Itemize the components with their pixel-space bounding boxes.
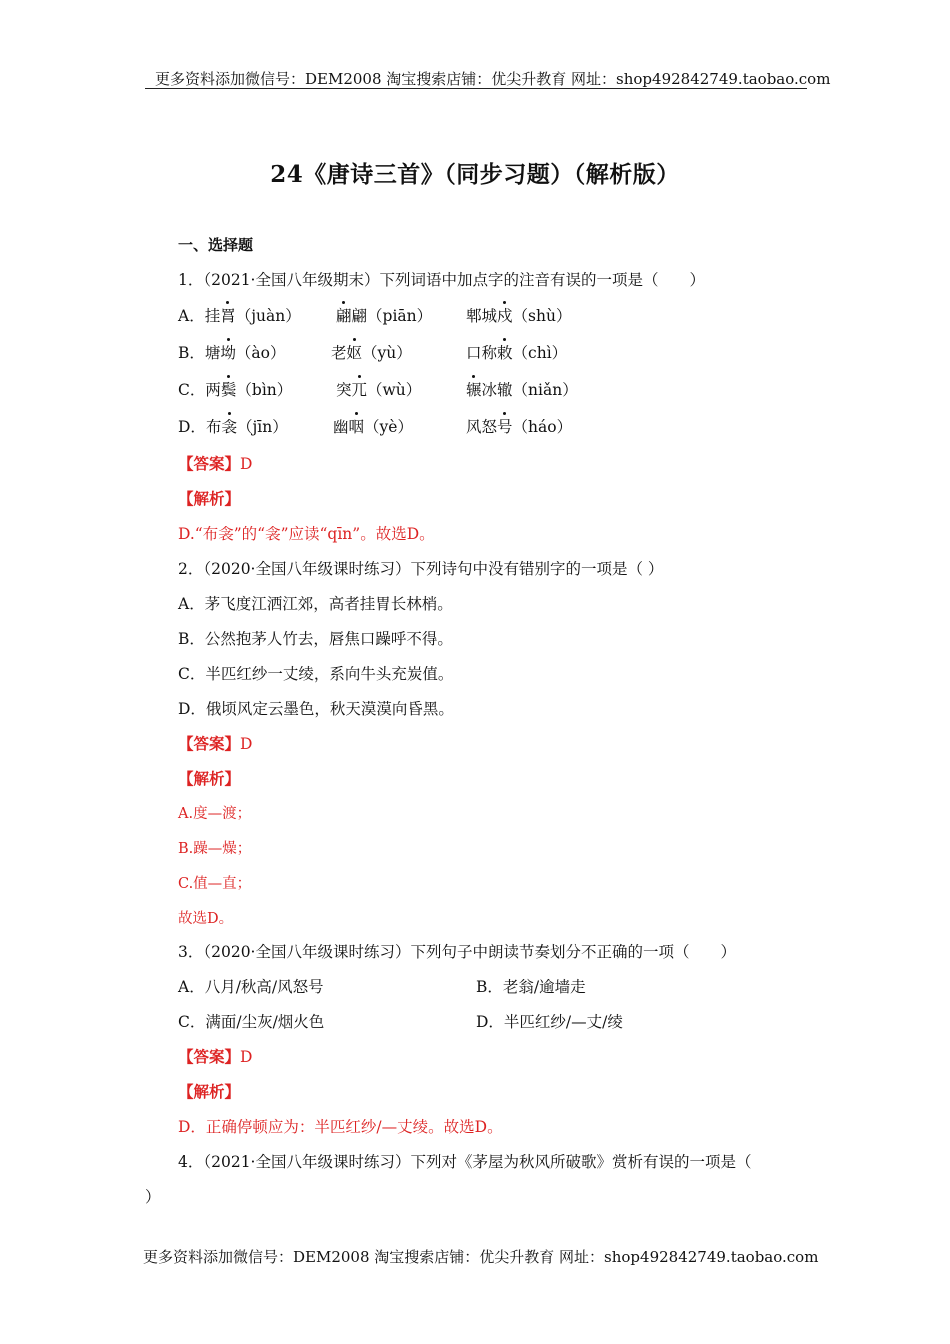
question-1-option-b: B．塘坳（ào） <box>178 344 286 362</box>
page-footer: 更多资料添加微信号：DEM2008 淘宝搜索店铺：优尖升教育 网址：shop492842749.taobao.com <box>143 1248 819 1266</box>
question-2-analysis-c: C.值—直； <box>178 876 252 892</box>
question-1-option-c-word3: 辗冰辙（niǎn） <box>466 381 578 399</box>
question-2-option-c: C．半匹红纱一丈绫，系向牛头充炭值。 <box>178 665 454 683</box>
question-1-option-b-word2: 老妪（yù） <box>331 344 412 362</box>
question-3-stem: 3．（2020·全国八年级课时练习）下列句子中朗读节奏划分不正确的一项（ ） <box>178 943 736 961</box>
question-1-analysis: D.“布衾”的“衾”应读“qīn”。故选D。 <box>178 525 435 543</box>
question-3-option-d: D．半匹红纱/—丈/绫 <box>476 1013 623 1031</box>
question-1-option-a-word2: 翩翩（piān） <box>336 307 433 325</box>
question-3-answer: 【答案】D <box>178 1047 253 1066</box>
question-1-option-a-word3: 郫城戍（shù） <box>466 307 572 325</box>
question-1-option-c-word2: 突兀（wù） <box>336 381 422 399</box>
question-1-option-d-word3: 风怒号（háo） <box>466 418 573 436</box>
question-3-option-a: A．八月/秋高/风怒号 <box>178 978 324 996</box>
question-1-option-c: C．两鬓（bìn） <box>178 381 293 399</box>
question-1-option-d: D．布衾（jīn） <box>178 418 288 436</box>
question-3-option-b: B．老翁/逾墙走 <box>476 978 586 996</box>
question-4-stem-continued: ） <box>145 1188 161 1206</box>
question-2-analysis-a: A.度—渡； <box>178 806 252 822</box>
question-1-answer: 【答案】D <box>178 454 253 473</box>
header-rule <box>145 88 807 89</box>
question-2-option-d: D．俄顷风定云墨色，秋天漠漠向昏黑。 <box>178 700 454 718</box>
question-4-stem: 4．（2021·全国八年级课时练习）下列对《茅屋为秋风所破歌》赏析有误的一项是（ <box>178 1153 752 1171</box>
page-header: 更多资料添加微信号：DEM2008 淘宝搜索店铺：优尖升教育 网址：shop492842749.taobao.com <box>155 70 831 88</box>
question-2-analysis-conclusion: 故选D。 <box>178 911 234 927</box>
question-3-analysis: D．正确停顿应为：半匹红纱/—丈绫。故选D。 <box>178 1118 503 1136</box>
question-1-option-d-word2: 幽咽（yè） <box>333 418 413 436</box>
question-3-option-c: C．满面/尘灰/烟火色 <box>178 1013 325 1031</box>
document-title: 24《唐诗三首》（同步习题）（解析版） <box>270 161 680 188</box>
section-heading: 一、选择题 <box>178 236 254 254</box>
question-3-analysis-tag: 【解析】 <box>178 1082 241 1101</box>
question-2-option-b: B．公然抱茅人竹去，唇焦口躁呼不得。 <box>178 630 453 648</box>
question-2-option-a: A．茅飞度江洒江郊，高者挂胃长林梢。 <box>178 595 453 613</box>
question-1-analysis-tag: 【解析】 <box>178 489 241 508</box>
question-1-option-a: A．挂罥（juàn） <box>178 307 301 325</box>
question-1-stem: 1．（2021·全国八年级期末）下列词语中加点字的注音有误的一项是（ ） <box>178 271 705 289</box>
question-2-stem: 2．（2020·全国八年级课时练习）下列诗句中没有错别字的一项是（ ） <box>178 560 664 578</box>
question-1-option-b-word3: 口称敕（chì） <box>466 344 568 362</box>
question-2-answer: 【答案】D <box>178 734 253 753</box>
question-2-analysis-tag: 【解析】 <box>178 769 241 788</box>
question-2-analysis-b: B.躁—燥； <box>178 841 252 857</box>
